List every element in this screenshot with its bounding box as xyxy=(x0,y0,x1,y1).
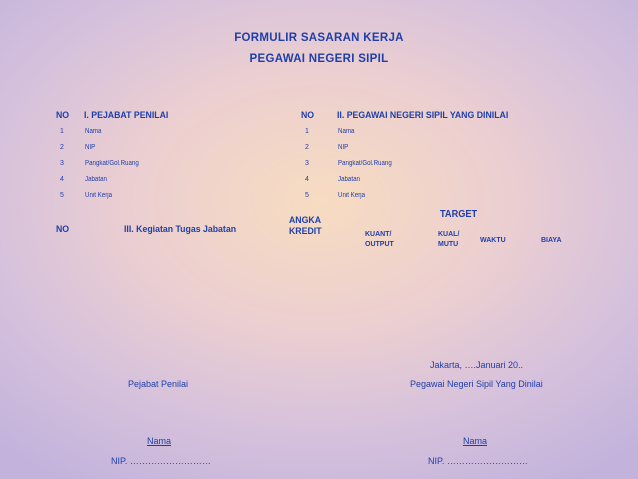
angka-kredit-line2: KREDIT xyxy=(289,226,322,237)
kual-line1: KUAL/ xyxy=(438,231,460,238)
kuant-output-header xyxy=(365,230,394,250)
section1-row-label: Pangkat/Gol.Ruang xyxy=(85,160,139,167)
kual-line2: MUTU xyxy=(438,241,459,248)
kuant-line1: KUANT/ xyxy=(365,231,392,238)
right-signer-role: Pegawai Negeri Sipil Yang Dinilai xyxy=(410,379,543,389)
left-signer-name: Nama xyxy=(147,436,172,446)
section2-row-no: 5 xyxy=(305,192,309,199)
table3-kegiatan-header: III. Kegiatan Tugas Jabatan xyxy=(124,224,237,235)
section2-header: II. PEGAWAI NEGERI SIPIL YANG DINILAI xyxy=(337,110,509,121)
form-title-line2: PEGAWAI NEGERI SIPIL xyxy=(249,53,389,65)
left-signer-nip: NIP. ……………………… xyxy=(111,456,211,466)
waktu-header: WAKTU xyxy=(480,237,506,244)
section2-row-label: Jabatan xyxy=(338,176,360,183)
section2-row-label: Nama xyxy=(338,128,355,135)
section1-row-label: Unit Kerja xyxy=(85,192,113,199)
form-title-line1: FORMULIR SASARAN KERJA xyxy=(234,32,404,44)
left-signer-role: Pejabat Penilai xyxy=(128,379,189,389)
section2-row-label: Unit Kerja xyxy=(338,192,366,199)
section2-row-no: 2 xyxy=(305,144,309,151)
angka-kredit-line1: ANGKA xyxy=(289,215,322,226)
section1-row-label: Jabatan xyxy=(85,176,107,183)
right-signer-nip: NIP. ……………………… xyxy=(428,456,528,466)
section1-no-header: NO xyxy=(56,110,70,121)
biaya-header: BIAYA xyxy=(541,237,562,244)
kual-mutu-header xyxy=(438,230,459,250)
section2-row-no: 1 xyxy=(305,128,309,135)
section2-no-header: NO xyxy=(301,110,315,121)
section1-row-no: 1 xyxy=(60,128,64,135)
section1-row-no: 2 xyxy=(60,144,64,151)
section1-row-label: Nama xyxy=(85,128,102,135)
section2-row-no: 3 xyxy=(305,160,309,167)
right-signer-name: Nama xyxy=(463,436,488,446)
table3-no-header: NO xyxy=(56,224,70,235)
section1-header: I. PEJABAT PENILAI xyxy=(84,110,169,121)
section1-row-no: 5 xyxy=(60,192,64,199)
section2-row-label: NIP xyxy=(338,144,349,151)
kuant-line2: OUTPUT xyxy=(365,241,394,248)
target-header: TARGET xyxy=(440,209,478,220)
section1-row-label: NIP xyxy=(85,144,96,151)
section1-row-no: 4 xyxy=(60,176,64,183)
section1-row-no: 3 xyxy=(60,160,64,167)
place-date: Jakarta, ….Januari 20.. xyxy=(430,360,524,370)
section2-row-label: Pangkat/Gol.Ruang xyxy=(338,160,392,167)
section2-row-no: 4 xyxy=(305,176,309,183)
angka-kredit-header xyxy=(289,215,322,237)
